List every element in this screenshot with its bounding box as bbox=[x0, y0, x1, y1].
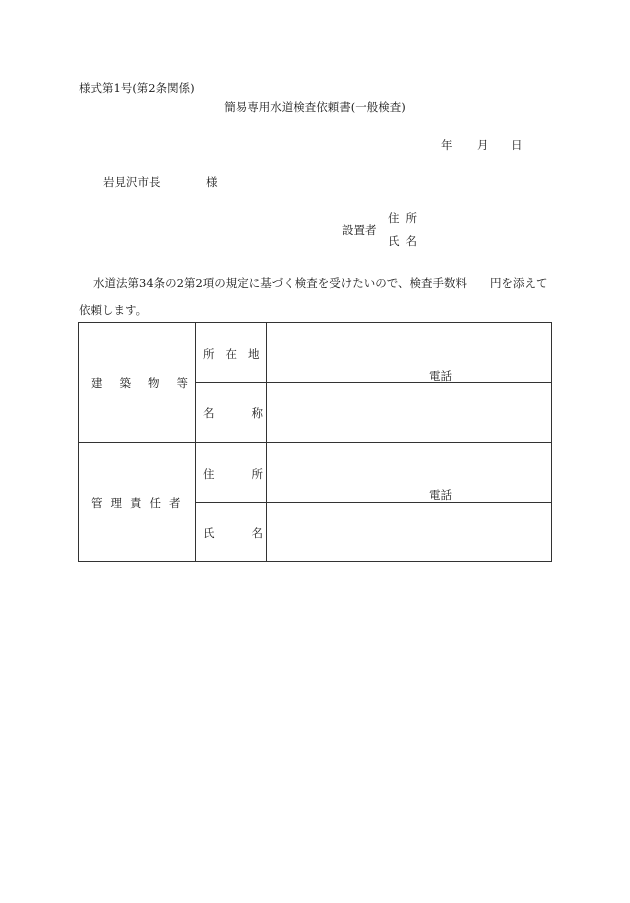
building-name-label: 名称 bbox=[203, 406, 300, 420]
body-text-line1: 水道法第34条の2第2項の規定に基づく検査を受けたいので、検査手数料 円を添えて bbox=[93, 276, 548, 290]
applicant-address-label: 住所 bbox=[388, 211, 423, 225]
building-name-field[interactable] bbox=[267, 383, 552, 442]
building-location-field[interactable] bbox=[267, 323, 552, 382]
manager-address-label: 住所 bbox=[203, 467, 300, 481]
addressee-name: 岩見沢市長 bbox=[103, 175, 161, 189]
building-group-label: 建築物等 bbox=[91, 376, 205, 390]
applicant-label: 設置者 bbox=[342, 223, 377, 237]
date-day-label: 日 bbox=[511, 138, 523, 152]
manager-name-field[interactable] bbox=[267, 503, 552, 561]
manager-phone-label: 電話 bbox=[429, 488, 452, 502]
body-text-line2: 依頼します。 bbox=[79, 303, 148, 317]
document-title: 簡易専用水道検査依頼書(一般検査) bbox=[224, 100, 406, 114]
date-year-label: 年 bbox=[441, 138, 453, 152]
column-divider bbox=[195, 323, 196, 561]
building-location-label: 所在地 bbox=[203, 347, 271, 361]
addressee-honorific: 様 bbox=[206, 175, 218, 189]
applicant-name-label: 氏名 bbox=[388, 234, 423, 248]
building-phone-label: 電話 bbox=[429, 369, 452, 383]
form-number: 様式第1号(第2条関係) bbox=[79, 81, 195, 95]
info-table bbox=[78, 322, 552, 562]
manager-name-label: 氏名 bbox=[203, 526, 300, 540]
manager-address-field[interactable] bbox=[267, 443, 552, 502]
manager-group-label: 管理責任者 bbox=[91, 496, 189, 510]
date-month-label: 月 bbox=[477, 138, 489, 152]
